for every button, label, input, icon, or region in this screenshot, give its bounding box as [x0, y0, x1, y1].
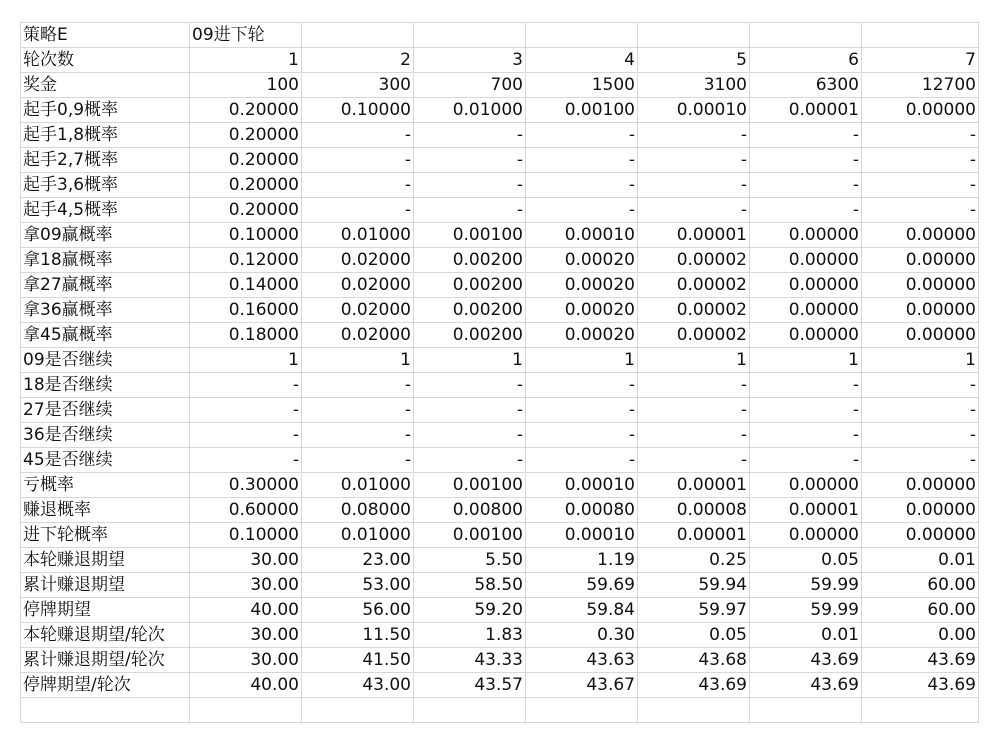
value-cell[interactable]: 43.33 [414, 648, 526, 673]
value-cell[interactable]: - [526, 423, 638, 448]
row-label-cell[interactable]: 本轮赚退期望/轮次 [21, 623, 190, 648]
value-cell[interactable]: 0.01000 [302, 223, 414, 248]
value-cell[interactable]: 0.00000 [750, 248, 862, 273]
value-cell[interactable]: 0.00010 [526, 523, 638, 548]
row-label-cell[interactable]: 停牌期望/轮次 [21, 673, 190, 698]
value-cell[interactable]: 0.05 [750, 548, 862, 573]
value-cell[interactable] [862, 698, 979, 723]
value-cell[interactable]: 0.00010 [526, 473, 638, 498]
value-cell[interactable]: 0.00000 [750, 273, 862, 298]
value-cell[interactable] [302, 698, 414, 723]
value-cell[interactable]: - [302, 448, 414, 473]
value-cell[interactable]: 0.00001 [750, 98, 862, 123]
value-cell[interactable] [414, 698, 526, 723]
value-cell[interactable]: 1 [750, 348, 862, 373]
value-cell[interactable]: - [638, 423, 750, 448]
value-cell[interactable]: 3100 [638, 73, 750, 98]
value-cell[interactable]: - [526, 398, 638, 423]
value-cell[interactable]: 0.02000 [302, 273, 414, 298]
value-cell[interactable]: 56.00 [302, 598, 414, 623]
value-cell[interactable] [638, 23, 750, 48]
value-cell[interactable]: 0.00001 [638, 473, 750, 498]
value-cell[interactable] [414, 23, 526, 48]
value-cell[interactable] [526, 698, 638, 723]
value-cell[interactable] [190, 698, 302, 723]
row-label-cell[interactable]: 累计赚退期望 [21, 573, 190, 598]
table-row [21, 523, 979, 548]
value-cell[interactable]: 0.05 [638, 623, 750, 648]
value-cell[interactable]: 0.18000 [190, 323, 302, 348]
spreadsheet [20, 22, 978, 724]
value-cell[interactable]: 0.01 [750, 623, 862, 648]
value-cell[interactable]: - [302, 398, 414, 423]
value-cell[interactable]: 0.00000 [750, 223, 862, 248]
value-cell[interactable]: 12700 [862, 73, 979, 98]
value-cell[interactable]: - [526, 148, 638, 173]
row-label-cell[interactable]: 起手1,8概率 [21, 123, 190, 148]
value-cell[interactable] [750, 23, 862, 48]
value-cell[interactable]: - [526, 173, 638, 198]
row-label-cell[interactable]: 拿27赢概率 [21, 273, 190, 298]
value-cell[interactable]: 0.01000 [302, 473, 414, 498]
value-cell[interactable]: 6300 [750, 73, 862, 98]
value-cell[interactable]: - [526, 373, 638, 398]
value-cell[interactable]: 300 [302, 73, 414, 98]
value-cell[interactable]: 43.69 [862, 648, 979, 673]
value-cell[interactable]: 0.00100 [414, 223, 526, 248]
value-cell[interactable]: 0.00100 [414, 473, 526, 498]
value-cell[interactable]: - [414, 373, 526, 398]
value-cell[interactable]: - [638, 198, 750, 223]
value-cell[interactable]: 100 [190, 73, 302, 98]
row-label-cell[interactable]: 本轮赚退期望 [21, 548, 190, 573]
value-cell[interactable] [750, 698, 862, 723]
value-cell[interactable]: 0.30 [526, 623, 638, 648]
value-cell[interactable]: 60.00 [862, 573, 979, 598]
value-cell[interactable]: - [862, 373, 979, 398]
table-row [21, 148, 979, 173]
value-cell[interactable]: 0.01000 [414, 98, 526, 123]
value-cell[interactable]: 0.00000 [862, 273, 979, 298]
row-label-cell[interactable]: 起手4,5概率 [21, 198, 190, 223]
value-cell[interactable]: 0.00002 [638, 273, 750, 298]
value-cell[interactable]: - [750, 148, 862, 173]
table-row [21, 273, 979, 298]
table-row [21, 448, 979, 473]
table-row [21, 173, 979, 198]
value-cell[interactable]: 40.00 [190, 673, 302, 698]
row-label-cell[interactable]: 停牌期望 [21, 598, 190, 623]
value-cell[interactable]: - [750, 123, 862, 148]
value-cell[interactable]: 0.00020 [526, 323, 638, 348]
value-cell[interactable]: 0.00000 [862, 298, 979, 323]
value-cell[interactable]: 0.16000 [190, 298, 302, 323]
value-cell[interactable]: 0.00800 [414, 498, 526, 523]
value-cell[interactable]: 0.00 [862, 623, 979, 648]
value-cell[interactable]: 0.00020 [526, 273, 638, 298]
value-cell[interactable]: 0.00000 [862, 473, 979, 498]
table-row [21, 548, 979, 573]
value-cell[interactable]: 700 [414, 73, 526, 98]
value-cell[interactable]: 0.60000 [190, 498, 302, 523]
value-cell[interactable]: 0.12000 [190, 248, 302, 273]
table-row [21, 598, 979, 623]
value-cell[interactable]: 0.20000 [190, 98, 302, 123]
row-label-cell[interactable]: 进下轮概率 [21, 523, 190, 548]
row-label-cell[interactable]: 策略E [21, 23, 190, 48]
value-cell[interactable]: - [526, 123, 638, 148]
value-cell[interactable]: 41.50 [302, 648, 414, 673]
value-cell[interactable]: 30.00 [190, 573, 302, 598]
value-cell[interactable]: 43.69 [638, 673, 750, 698]
row-label-cell[interactable]: 赚退概率 [21, 498, 190, 523]
value-cell[interactable]: 1 [190, 48, 302, 73]
value-cell[interactable]: 0.02000 [302, 323, 414, 348]
value-cell[interactable]: 0.00000 [750, 523, 862, 548]
value-cell[interactable]: - [750, 398, 862, 423]
value-cell[interactable]: 0.00200 [414, 273, 526, 298]
table-row [21, 48, 979, 73]
value-cell[interactable]: - [750, 423, 862, 448]
value-cell[interactable]: 43.69 [862, 673, 979, 698]
value-cell[interactable]: 0.00000 [862, 523, 979, 548]
value-cell[interactable]: 0.00002 [638, 323, 750, 348]
value-cell[interactable]: - [190, 373, 302, 398]
value-cell[interactable]: 0.01000 [302, 523, 414, 548]
value-cell[interactable]: 1500 [526, 73, 638, 98]
value-cell[interactable]: 0.08000 [302, 498, 414, 523]
value-cell[interactable]: 0.10000 [302, 98, 414, 123]
value-cell[interactable]: 0.00000 [862, 223, 979, 248]
value-cell[interactable]: - [302, 423, 414, 448]
value-cell[interactable]: 23.00 [302, 548, 414, 573]
value-cell[interactable] [638, 698, 750, 723]
value-cell[interactable]: 1 [862, 348, 979, 373]
row-label-cell[interactable]: 45是否继续 [21, 448, 190, 473]
row-label-cell[interactable]: 拿45赢概率 [21, 323, 190, 348]
value-cell[interactable]: - [414, 448, 526, 473]
value-cell[interactable]: 43.00 [302, 673, 414, 698]
value-cell[interactable]: 0.00000 [862, 323, 979, 348]
value-cell[interactable]: - [414, 198, 526, 223]
value-cell[interactable]: 0.00000 [750, 323, 862, 348]
table-row [21, 123, 979, 148]
value-cell[interactable]: 59.69 [526, 573, 638, 598]
table-row [21, 323, 979, 348]
value-cell[interactable]: 0.00010 [526, 223, 638, 248]
value-cell[interactable]: - [414, 173, 526, 198]
value-cell[interactable]: 0.00200 [414, 298, 526, 323]
value-cell[interactable]: - [750, 373, 862, 398]
value-cell[interactable]: 11.50 [302, 623, 414, 648]
value-cell[interactable]: - [190, 448, 302, 473]
table-row [21, 573, 979, 598]
value-cell[interactable]: 53.00 [302, 573, 414, 598]
value-cell[interactable]: 1 [638, 348, 750, 373]
row-label-cell[interactable]: 起手3,6概率 [21, 173, 190, 198]
value-cell[interactable]: - [638, 448, 750, 473]
value-cell[interactable]: 30.00 [190, 548, 302, 573]
value-cell[interactable]: - [862, 148, 979, 173]
value-cell[interactable]: 2 [302, 48, 414, 73]
value-cell[interactable]: - [302, 173, 414, 198]
value-cell[interactable]: - [862, 173, 979, 198]
data-table [20, 22, 979, 723]
table-row [21, 298, 979, 323]
value-cell[interactable] [526, 23, 638, 48]
value-cell[interactable]: - [638, 173, 750, 198]
value-cell[interactable]: - [862, 448, 979, 473]
row-label-cell[interactable]: 拿18赢概率 [21, 248, 190, 273]
value-cell[interactable]: - [750, 448, 862, 473]
value-cell[interactable]: 59.99 [750, 598, 862, 623]
value-cell[interactable]: 59.94 [638, 573, 750, 598]
value-cell[interactable]: - [526, 198, 638, 223]
value-cell[interactable]: 0.25 [638, 548, 750, 573]
table-row [21, 248, 979, 273]
value-cell[interactable]: 0.00000 [750, 298, 862, 323]
row-label-cell[interactable] [21, 698, 190, 723]
value-cell[interactable]: 0.00200 [414, 323, 526, 348]
value-cell[interactable]: 30.00 [190, 648, 302, 673]
table-row [21, 473, 979, 498]
value-cell[interactable]: - [414, 123, 526, 148]
value-cell[interactable]: 4 [526, 48, 638, 73]
value-cell[interactable]: 0.00001 [638, 523, 750, 548]
row-label-cell[interactable]: 36是否继续 [21, 423, 190, 448]
row-label-cell[interactable]: 拿36赢概率 [21, 298, 190, 323]
value-cell[interactable]: - [862, 123, 979, 148]
row-label-cell[interactable]: 轮次数 [21, 48, 190, 73]
value-cell[interactable]: 0.00010 [638, 98, 750, 123]
value-cell[interactable]: 3 [414, 48, 526, 73]
value-cell[interactable]: - [414, 398, 526, 423]
row-label-cell[interactable]: 18是否继续 [21, 373, 190, 398]
value-cell[interactable]: 0.00020 [526, 248, 638, 273]
table-row [21, 348, 979, 373]
value-cell[interactable]: 59.84 [526, 598, 638, 623]
value-cell[interactable]: 43.69 [750, 673, 862, 698]
value-cell[interactable]: - [638, 398, 750, 423]
value-cell[interactable]: 0.10000 [190, 523, 302, 548]
value-cell[interactable]: - [750, 173, 862, 198]
value-cell[interactable] [302, 23, 414, 48]
row-label-cell[interactable]: 27是否继续 [21, 398, 190, 423]
value-cell[interactable]: 0.00001 [638, 223, 750, 248]
value-cell[interactable]: 59.97 [638, 598, 750, 623]
value-cell[interactable]: 43.67 [526, 673, 638, 698]
value-cell[interactable]: 0.00002 [638, 248, 750, 273]
table-row [21, 223, 979, 248]
row-label-cell[interactable]: 拿09赢概率 [21, 223, 190, 248]
value-cell[interactable]: 0.02000 [302, 298, 414, 323]
row-label-cell[interactable]: 09是否继续 [21, 348, 190, 373]
value-cell[interactable]: - [302, 198, 414, 223]
value-cell[interactable]: 60.00 [862, 598, 979, 623]
value-cell[interactable]: 1 [190, 348, 302, 373]
value-cell[interactable]: - [750, 198, 862, 223]
value-cell[interactable]: 5 [638, 48, 750, 73]
table-row [21, 673, 979, 698]
value-cell[interactable]: 59.99 [750, 573, 862, 598]
value-cell[interactable]: - [414, 148, 526, 173]
table-row [21, 398, 979, 423]
value-cell[interactable]: - [638, 123, 750, 148]
value-cell[interactable]: 59.20 [414, 598, 526, 623]
value-cell[interactable]: 0.00080 [526, 498, 638, 523]
value-cell[interactable]: 0.10000 [190, 223, 302, 248]
value-cell[interactable]: 0.00008 [638, 498, 750, 523]
value-cell[interactable]: 1 [302, 348, 414, 373]
value-cell[interactable]: 1.19 [526, 548, 638, 573]
value-cell[interactable]: 0.00001 [750, 498, 862, 523]
value-cell[interactable]: - [862, 423, 979, 448]
value-cell[interactable]: 1 [414, 348, 526, 373]
value-cell[interactable]: 0.00000 [862, 98, 979, 123]
value-cell[interactable]: 09进下轮 [190, 23, 302, 48]
value-cell[interactable]: 0.00000 [862, 498, 979, 523]
table-row [21, 198, 979, 223]
row-label-cell[interactable]: 累计赚退期望/轮次 [21, 648, 190, 673]
row-label-cell[interactable]: 起手2,7概率 [21, 148, 190, 173]
table-row [21, 373, 979, 398]
table-row [21, 23, 979, 48]
value-cell[interactable]: 43.68 [638, 648, 750, 673]
value-cell[interactable]: 0.20000 [190, 198, 302, 223]
value-cell[interactable]: 43.69 [750, 648, 862, 673]
value-cell[interactable]: 40.00 [190, 598, 302, 623]
value-cell[interactable]: 0.00100 [526, 98, 638, 123]
value-cell[interactable]: 0.20000 [190, 148, 302, 173]
value-cell[interactable]: - [302, 148, 414, 173]
value-cell[interactable]: 58.50 [414, 573, 526, 598]
value-cell[interactable]: 0.00000 [862, 248, 979, 273]
table-row [21, 423, 979, 448]
table-row [21, 498, 979, 523]
row-label-cell[interactable]: 奖金 [21, 73, 190, 98]
value-cell[interactable]: - [414, 423, 526, 448]
value-cell[interactable]: - [190, 398, 302, 423]
value-cell[interactable] [862, 23, 979, 48]
value-cell[interactable]: 0.14000 [190, 273, 302, 298]
value-cell[interactable]: - [526, 448, 638, 473]
value-cell[interactable]: 0.02000 [302, 248, 414, 273]
value-cell[interactable]: - [638, 373, 750, 398]
value-cell[interactable]: 7 [862, 48, 979, 73]
value-cell[interactable]: 0.20000 [190, 173, 302, 198]
value-cell[interactable]: 0.30000 [190, 473, 302, 498]
value-cell[interactable]: 5.50 [414, 548, 526, 573]
value-cell[interactable]: 0.01 [862, 548, 979, 573]
row-label-cell[interactable]: 亏概率 [21, 473, 190, 498]
value-cell[interactable]: 0.00200 [414, 248, 526, 273]
value-cell[interactable]: - [302, 123, 414, 148]
value-cell[interactable]: 0.00002 [638, 298, 750, 323]
value-cell[interactable]: 30.00 [190, 623, 302, 648]
value-cell[interactable]: - [638, 148, 750, 173]
value-cell[interactable]: - [190, 423, 302, 448]
value-cell[interactable]: 6 [750, 48, 862, 73]
table-row [21, 73, 979, 98]
value-cell[interactable]: 0.00000 [750, 473, 862, 498]
value-cell[interactable]: 43.63 [526, 648, 638, 673]
table-row [21, 698, 979, 723]
value-cell[interactable]: 43.57 [414, 673, 526, 698]
value-cell[interactable]: 0.00020 [526, 298, 638, 323]
value-cell[interactable]: 0.20000 [190, 123, 302, 148]
value-cell[interactable]: 0.00100 [414, 523, 526, 548]
value-cell[interactable]: 1 [526, 348, 638, 373]
value-cell[interactable]: - [862, 398, 979, 423]
table-row [21, 98, 979, 123]
value-cell[interactable]: - [302, 373, 414, 398]
value-cell[interactable]: 1.83 [414, 623, 526, 648]
value-cell[interactable]: - [862, 198, 979, 223]
table-row [21, 648, 979, 673]
table-row [21, 623, 979, 648]
row-label-cell[interactable]: 起手0,9概率 [21, 98, 190, 123]
